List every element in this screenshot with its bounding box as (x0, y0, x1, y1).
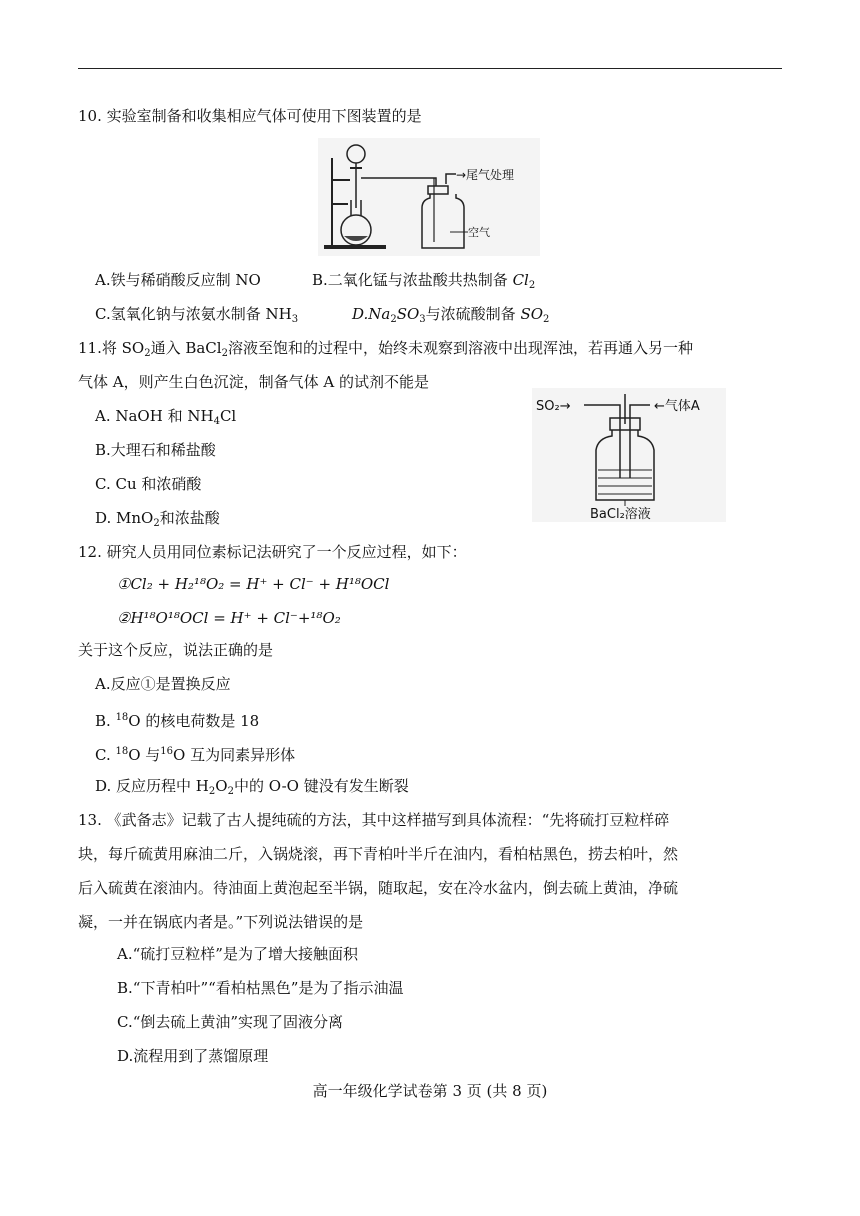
q10-option-b: B.二氧化锰与浓盐酸共热制备 $Cl_2$ (312, 271, 536, 291)
q11-stem-line2: 气体 A，则产生白色沉淀，制备气体 A 的试剂不能是 (78, 373, 429, 391)
q13-stem-line2: 块，每斤硫黄用麻油二斤，入锅烧滚，再下青柏叶半斤在油内，看柏枯黑色，捞去柏叶，然 (78, 845, 679, 863)
q13-option-d: D.流程用到了蒸馏原理 (117, 1047, 269, 1065)
q12-equation-2: ②H¹⁸O¹⁸OCl = H⁺ + Cl⁻+¹⁸O₂ (117, 609, 341, 627)
q10-fig-tail-gas-label: →尾气处理 (456, 168, 515, 182)
q11-option-b: B.大理石和稀盐酸 (95, 441, 216, 459)
q11-fig-gas-a-label: ←气体A (654, 399, 700, 414)
page-footer: 高一年级化学试卷第 3 页 (共 8 页) (312, 1082, 548, 1100)
q12-equation-1: ①Cl₂ + H₂¹⁸O₂ = H⁺ + Cl⁻ + H¹⁸OCl (117, 575, 390, 593)
q11-option-a: A. NaOH 和 $NH_4Cl$ (95, 407, 237, 427)
q11-apparatus-figure (532, 388, 726, 522)
q13-option-b: B.“下青柏叶”“看柏枯黑色”是为了指示油温 (117, 979, 404, 997)
q11-fig-bacl2-label: BaCl₂溶液 (590, 507, 651, 522)
q13-stem-line3: 后入硫黄在滚油内。待油面上黄泡起至半锅，随取起，安在冷水盆内，倒去硫上黄油，净硫 (78, 879, 679, 897)
q10-stem: 10. 实验室制备和收集相应气体可使用下图装置的是 (78, 107, 422, 125)
q12-option-d: D. 反应历程中 $H_2O_2$中的 O-O 键没有发生断裂 (95, 777, 409, 797)
q13-stem-line1: 13. 《武备志》记载了古人提纯硫的方法，其中这样描写到具体流程：“先将硫打豆粒样碎 (78, 811, 670, 829)
q10-option-a: A.铁与稀硝酸反应制 NO (95, 271, 261, 289)
q11-fig-so2-label: SO₂→ (536, 399, 571, 414)
q10-option-c: C.氢氧化钠与浓氨水制备 $NH_3$ (95, 305, 299, 325)
q13-option-a: A.“硫打豆粒样”是为了增大接触面积 (117, 945, 358, 963)
q10-apparatus-figure (318, 138, 540, 256)
q12-stem: 12. 研究人员用同位素标记法研究了一个反应过程，如下： (78, 543, 467, 561)
header-rule (78, 68, 782, 69)
q12-question: 关于这个反应，说法正确的是 (78, 641, 274, 659)
q12-option-b: B. $^{18}$O 的核电荷数是 18 (95, 712, 260, 730)
q11-option-c: C. Cu 和浓硝酸 (95, 475, 202, 493)
q13-option-c: C.“倒去硫上黄油”实现了固液分离 (117, 1013, 344, 1031)
q10-fig-air-label: 空气 (468, 226, 490, 239)
q10-option-d: $D.Na_2SO_3$与浓硫酸制备 $SO_2$ (352, 305, 550, 325)
q11-option-d: D. MnO$_2$和浓盐酸 (95, 509, 220, 529)
q12-option-c: C. $^{18}$O 与$^{16}$O 互为同素异形体 (95, 746, 296, 764)
q12-option-a: A.反应①是置换反应 (95, 675, 231, 693)
q11-stem-line1: 11.将 $SO_2$通入 BaCl$_2$溶液至饱和的过程中，始终未观察到溶液中出现浑浊，若再通入另一种 (78, 339, 693, 359)
q13-stem-line4: 凝，一并在锅底内者是。”下列说法错误的是 (78, 913, 364, 931)
